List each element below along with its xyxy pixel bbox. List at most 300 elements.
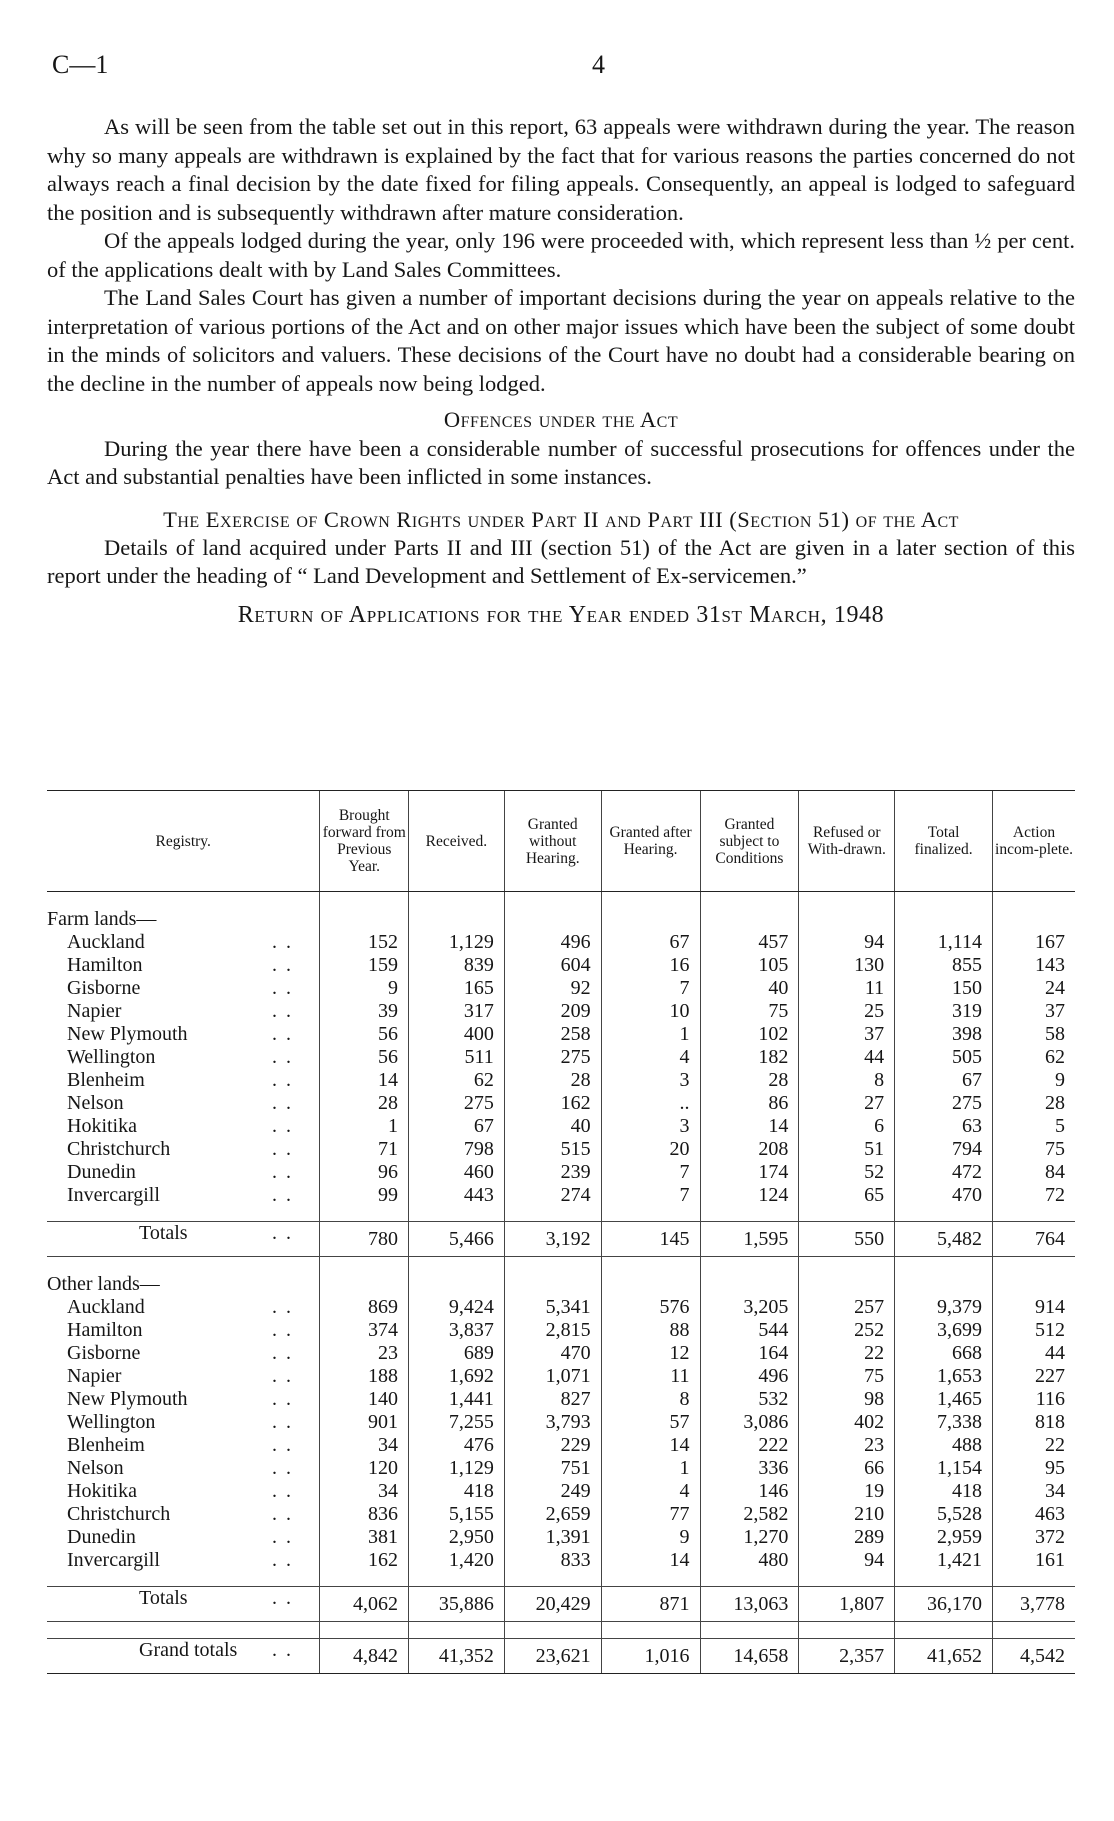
value-cell: 120: [320, 1457, 409, 1480]
registry-name: Wellington: [67, 1411, 156, 1433]
empty-cell: [700, 1273, 799, 1296]
value-cell: 4: [601, 1480, 700, 1503]
registry-cell: [47, 1069, 320, 1092]
value-cell: 34: [320, 1480, 409, 1503]
value-cell: 515: [504, 1138, 601, 1161]
registry-cell: [47, 1161, 320, 1184]
value-cell: 208: [700, 1138, 799, 1161]
column-header: Granted after Hearing.: [601, 791, 700, 892]
table-row: [47, 1296, 1075, 1319]
value-cell: 7,255: [409, 1411, 505, 1434]
leader-dots: . .: [272, 1388, 293, 1410]
grand-total-cell: 41,652: [895, 1639, 993, 1674]
value-cell: 1,420: [409, 1549, 505, 1572]
spacer-cell: [799, 1207, 895, 1222]
value-cell: 460: [409, 1161, 505, 1184]
grand-total-cell: 4,542: [993, 1639, 1076, 1674]
value-cell: 162: [504, 1092, 601, 1115]
registry-name: Hamilton: [67, 954, 143, 976]
value-cell: 9: [601, 1526, 700, 1549]
value-cell: 3: [601, 1115, 700, 1138]
value-cell: 818: [993, 1411, 1076, 1434]
leader-dots: . .: [272, 1587, 293, 1609]
value-cell: 57: [601, 1411, 700, 1434]
value-cell: 88: [601, 1319, 700, 1342]
value-cell: 210: [799, 1503, 895, 1526]
leader-dots: . .: [272, 1457, 293, 1479]
table-row: [47, 1480, 1075, 1503]
value-cell: 2,659: [504, 1503, 601, 1526]
value-cell: 67: [895, 1069, 993, 1092]
value-cell: 182: [700, 1046, 799, 1069]
leader-dots: . .: [272, 1069, 293, 1091]
paragraph: The Land Sales Court has given a number of important decisions during the year on appeals relative to the interpretation of various portions of the Act and on other major issues which have been the subject of some doubt in the minds of solicitors and valuers. These decisions of the Court have no doubt had a considerable bearing on the decline in the number of appeals now being lodged.: [47, 285, 1075, 396]
value-cell: 56: [320, 1023, 409, 1046]
leader-dots: . .: [272, 1046, 293, 1068]
empty-cell: [895, 1273, 993, 1296]
registry-cell: [47, 1138, 320, 1161]
value-cell: 75: [700, 1000, 799, 1023]
value-cell: 56: [320, 1046, 409, 1069]
registry-name: Auckland: [67, 931, 145, 953]
empty-cell: [504, 1273, 601, 1296]
value-cell: 9: [320, 977, 409, 1000]
value-cell: 398: [895, 1023, 993, 1046]
value-cell: 2,959: [895, 1526, 993, 1549]
value-cell: 274: [504, 1184, 601, 1207]
value-cell: 34: [320, 1434, 409, 1457]
value-cell: 130: [799, 954, 895, 977]
registry-cell: [47, 1480, 320, 1503]
table-header-row: [47, 791, 1075, 892]
value-cell: 94: [799, 1549, 895, 1572]
spacer-cell: [504, 1622, 601, 1639]
value-cell: 10: [601, 1000, 700, 1023]
registry-name: Invercargill: [67, 1184, 160, 1206]
body-text: [47, 113, 1075, 629]
registry-cell: [47, 1184, 320, 1207]
grand-total-cell: 23,621: [504, 1639, 601, 1674]
table-row: [47, 1457, 1075, 1480]
grand-total-cell: 1,016: [601, 1639, 700, 1674]
value-cell: 159: [320, 954, 409, 977]
table-row: [47, 1319, 1075, 1342]
spacer-cell: [47, 1257, 320, 1274]
value-cell: 143: [993, 954, 1076, 977]
table-row: [47, 1046, 1075, 1069]
value-cell: 65: [799, 1184, 895, 1207]
spacer-cell: [895, 1622, 993, 1639]
page-number: 4: [592, 50, 605, 79]
total-cell: 13,063: [700, 1587, 799, 1622]
leader-dots: . .: [272, 1411, 293, 1433]
leader-dots: . .: [272, 1319, 293, 1341]
spacer-cell: [409, 1572, 505, 1587]
table-row: [47, 1411, 1075, 1434]
empty-cell: [409, 908, 505, 931]
section-label: [47, 908, 320, 931]
value-cell: 5: [993, 1115, 1076, 1138]
value-cell: 37: [993, 1000, 1076, 1023]
spacer-cell: [993, 1257, 1076, 1274]
table-row: [47, 1023, 1075, 1046]
registry-cell: [47, 1000, 320, 1023]
registry-name: Hokitika: [67, 1115, 137, 1137]
value-cell: 400: [409, 1023, 505, 1046]
registry-cell: [47, 1434, 320, 1457]
spacer-cell: [700, 1572, 799, 1587]
registry-cell: [47, 977, 320, 1000]
value-cell: 84: [993, 1161, 1076, 1184]
value-cell: 152: [320, 931, 409, 954]
value-cell: 1,465: [895, 1388, 993, 1411]
value-cell: 94: [799, 931, 895, 954]
value-cell: 5,341: [504, 1296, 601, 1319]
value-cell: 833: [504, 1549, 601, 1572]
column-header: Action incom-plete.: [993, 791, 1076, 892]
table-row: [47, 1161, 1075, 1184]
value-cell: 96: [320, 1161, 409, 1184]
total-cell: 145: [601, 1222, 700, 1257]
leader-dots: . .: [272, 1184, 293, 1206]
total-cell: 3,192: [504, 1222, 601, 1257]
table-row: [47, 1092, 1075, 1115]
leader-dots: . .: [272, 1365, 293, 1387]
leader-dots: . .: [272, 1434, 293, 1456]
column-header: Total finalized.: [895, 791, 993, 892]
value-cell: 75: [799, 1365, 895, 1388]
value-cell: 9,379: [895, 1296, 993, 1319]
spacer-cell: [700, 1257, 799, 1274]
table-row: [47, 1526, 1075, 1549]
spacer-cell: [320, 1622, 409, 1639]
value-cell: 914: [993, 1296, 1076, 1319]
value-cell: 372: [993, 1526, 1076, 1549]
paragraph: During the year there have been a considerable number of successful prosecutions for offences under the Act and substantial penalties have been inflicted in some instances.: [47, 435, 1075, 489]
value-cell: 28: [504, 1069, 601, 1092]
value-cell: 418: [895, 1480, 993, 1503]
total-cell: 5,466: [409, 1222, 505, 1257]
value-cell: 161: [993, 1549, 1076, 1572]
registry-cell: [47, 1296, 320, 1319]
value-cell: 14: [601, 1434, 700, 1457]
value-cell: 99: [320, 1184, 409, 1207]
value-cell: 7: [601, 1184, 700, 1207]
total-cell: 780: [320, 1222, 409, 1257]
value-cell: 751: [504, 1457, 601, 1480]
leader-dots: . .: [272, 1161, 293, 1183]
value-cell: 8: [601, 1388, 700, 1411]
value-cell: 239: [504, 1161, 601, 1184]
value-cell: 3,837: [409, 1319, 505, 1342]
value-cell: 2,815: [504, 1319, 601, 1342]
table-row: [47, 1434, 1075, 1457]
registry-cell: [47, 1046, 320, 1069]
spacer-cell: [601, 1207, 700, 1222]
column-header: Received.: [409, 791, 505, 892]
grand-total-cell: 14,658: [700, 1639, 799, 1674]
value-cell: 249: [504, 1480, 601, 1503]
spacer-cell: [700, 1622, 799, 1639]
registry-name: Hokitika: [67, 1480, 137, 1502]
column-header: Refused or With-drawn.: [799, 791, 895, 892]
spacer-cell: [700, 1207, 799, 1222]
spacer-cell: [799, 892, 895, 909]
table-row: [47, 1549, 1075, 1572]
leader-dots: . .: [272, 1115, 293, 1137]
table-title: Return of Applications for the Year ended 31st March, 1948: [237, 601, 885, 628]
value-cell: 63: [895, 1115, 993, 1138]
total-cell: 20,429: [504, 1587, 601, 1622]
spacer-row: [47, 892, 1075, 909]
table-row: [47, 1503, 1075, 1526]
value-cell: 116: [993, 1388, 1076, 1411]
value-cell: 227: [993, 1365, 1076, 1388]
leader-dots: . .: [272, 1503, 293, 1525]
leader-dots: . .: [272, 1639, 293, 1661]
value-cell: 188: [320, 1365, 409, 1388]
registry-cell: [47, 931, 320, 954]
empty-cell: [700, 908, 799, 931]
value-cell: 1,692: [409, 1365, 505, 1388]
empty-cell: [409, 1273, 505, 1296]
spacer-cell: [504, 1572, 601, 1587]
spacer-cell: [700, 892, 799, 909]
spacer-row: [47, 1207, 1075, 1222]
spacer-cell: [47, 1572, 320, 1587]
registry-cell: [47, 1319, 320, 1342]
value-cell: 7,338: [895, 1411, 993, 1434]
spacer-cell: [601, 1572, 700, 1587]
spacer-cell: [47, 1622, 320, 1639]
value-cell: 28: [993, 1092, 1076, 1115]
total-cell: 764: [993, 1222, 1076, 1257]
registry-cell: [47, 1457, 320, 1480]
value-cell: 794: [895, 1138, 993, 1161]
spacer-cell: [409, 892, 505, 909]
value-cell: 95: [993, 1457, 1076, 1480]
table-row: [47, 1184, 1075, 1207]
registry-name: New Plymouth: [67, 1023, 188, 1045]
value-cell: 14: [320, 1069, 409, 1092]
value-cell: 855: [895, 954, 993, 977]
registry-name: Christchurch: [67, 1503, 171, 1525]
empty-cell: [320, 1273, 409, 1296]
value-cell: 374: [320, 1319, 409, 1342]
registry-name: Hamilton: [67, 1319, 143, 1341]
table-row: [47, 931, 1075, 954]
spacer-cell: [320, 1572, 409, 1587]
value-cell: 66: [799, 1457, 895, 1480]
leader-dots: . .: [272, 1222, 293, 1244]
value-cell: 443: [409, 1184, 505, 1207]
total-cell: 35,886: [409, 1587, 505, 1622]
spacer-cell: [504, 1257, 601, 1274]
value-cell: 146: [700, 1480, 799, 1503]
value-cell: 75: [993, 1138, 1076, 1161]
value-cell: 1,114: [895, 931, 993, 954]
empty-cell: [993, 1273, 1076, 1296]
value-cell: 124: [700, 1184, 799, 1207]
registry-name: Dunedin: [67, 1161, 136, 1183]
leader-dots: . .: [272, 1000, 293, 1022]
totals-label: Totals: [139, 1587, 188, 1609]
value-cell: 40: [700, 977, 799, 1000]
table-row: [47, 1365, 1075, 1388]
value-cell: 836: [320, 1503, 409, 1526]
empty-cell: [993, 908, 1076, 931]
value-cell: 23: [799, 1434, 895, 1457]
total-cell: 550: [799, 1222, 895, 1257]
spacer-cell: [320, 892, 409, 909]
value-cell: 37: [799, 1023, 895, 1046]
registry-cell: [47, 1503, 320, 1526]
value-cell: 67: [601, 931, 700, 954]
registry-cell: [47, 1115, 320, 1138]
table-row: [47, 1115, 1075, 1138]
value-cell: 62: [409, 1069, 505, 1092]
total-cell: 1,595: [700, 1222, 799, 1257]
spacer-cell: [993, 1207, 1076, 1222]
column-header: Granted subject to Conditions: [700, 791, 799, 892]
spacer-cell: [504, 892, 601, 909]
section-label-row: [47, 1273, 1075, 1296]
value-cell: 512: [993, 1319, 1076, 1342]
value-cell: 52: [799, 1161, 895, 1184]
value-cell: 27: [799, 1092, 895, 1115]
value-cell: 275: [895, 1092, 993, 1115]
value-cell: 34: [993, 1480, 1076, 1503]
value-cell: 12: [601, 1342, 700, 1365]
section-label-text: Other lands—: [47, 1273, 160, 1295]
value-cell: 289: [799, 1526, 895, 1549]
value-cell: 67: [409, 1115, 505, 1138]
section-label-text: Farm lands—: [47, 908, 157, 930]
value-cell: 3,086: [700, 1411, 799, 1434]
value-cell: 470: [504, 1342, 601, 1365]
total-cell: 3,778: [993, 1587, 1076, 1622]
value-cell: 576: [601, 1296, 700, 1319]
spacer-cell: [799, 1257, 895, 1274]
value-cell: 2,582: [700, 1503, 799, 1526]
leader-dots: . .: [272, 931, 293, 953]
value-cell: 72: [993, 1184, 1076, 1207]
value-cell: ..: [601, 1092, 700, 1115]
value-cell: 102: [700, 1023, 799, 1046]
value-cell: 511: [409, 1046, 505, 1069]
value-cell: 472: [895, 1161, 993, 1184]
section-heading-crown-rights: The Exercise of Crown Rights under Part II and Part III (Section 51) of the Act: [163, 506, 959, 532]
spacer-cell: [799, 1622, 895, 1639]
value-cell: 252: [799, 1319, 895, 1342]
document-reference: C—1: [52, 50, 109, 79]
value-cell: 9,424: [409, 1296, 505, 1319]
value-cell: 140: [320, 1388, 409, 1411]
empty-cell: [895, 908, 993, 931]
leader-dots: . .: [272, 954, 293, 976]
value-cell: 51: [799, 1138, 895, 1161]
value-cell: 5,528: [895, 1503, 993, 1526]
empty-cell: [799, 908, 895, 931]
table-row: [47, 977, 1075, 1000]
leader-dots: . .: [272, 1342, 293, 1364]
grand-totals-label: Grand totals: [139, 1639, 238, 1661]
spacer-row: [47, 1572, 1075, 1587]
value-cell: 25: [799, 1000, 895, 1023]
value-cell: 20: [601, 1138, 700, 1161]
value-cell: 496: [504, 931, 601, 954]
spacer-cell: [895, 892, 993, 909]
value-cell: 19: [799, 1480, 895, 1503]
value-cell: 150: [895, 977, 993, 1000]
registry-cell: [47, 1549, 320, 1572]
value-cell: 5,155: [409, 1503, 505, 1526]
value-cell: 381: [320, 1526, 409, 1549]
value-cell: 402: [799, 1411, 895, 1434]
empty-cell: [799, 1273, 895, 1296]
registry-cell: [47, 1365, 320, 1388]
totals-label-cell: [47, 1222, 320, 1257]
registry-name: Gisborne: [67, 1342, 141, 1364]
registry-name: Blenheim: [67, 1069, 145, 1091]
value-cell: 22: [799, 1342, 895, 1365]
value-cell: 77: [601, 1503, 700, 1526]
value-cell: 476: [409, 1434, 505, 1457]
registry-name: Napier: [67, 1000, 122, 1022]
value-cell: 258: [504, 1023, 601, 1046]
spacer-cell: [895, 1257, 993, 1274]
value-cell: 496: [700, 1365, 799, 1388]
spacer-cell: [409, 1622, 505, 1639]
totals-row: [47, 1587, 1075, 1622]
value-cell: 11: [601, 1365, 700, 1388]
value-cell: 798: [409, 1138, 505, 1161]
value-cell: 1,071: [504, 1365, 601, 1388]
registry-name: Nelson: [67, 1092, 124, 1114]
value-cell: 9: [993, 1069, 1076, 1092]
return-of-applications-table: [47, 790, 1075, 1674]
registry-name: Invercargill: [67, 1549, 160, 1571]
spacer-cell: [993, 1572, 1076, 1587]
leader-dots: . .: [272, 1138, 293, 1160]
value-cell: 1,270: [700, 1526, 799, 1549]
value-cell: 319: [895, 1000, 993, 1023]
value-cell: 505: [895, 1046, 993, 1069]
section-label-row: [47, 908, 1075, 931]
registry-name: Wellington: [67, 1046, 156, 1068]
value-cell: 604: [504, 954, 601, 977]
value-cell: 1,421: [895, 1549, 993, 1572]
value-cell: 165: [409, 977, 505, 1000]
total-cell: 1,807: [799, 1587, 895, 1622]
value-cell: 418: [409, 1480, 505, 1503]
paragraph: As will be seen from the table set out in this report, 63 appeals were withdrawn during the year. The reason why so many appeals are withdrawn is explained by the fact that for various reasons the parties concerned do not always reach a final decision by the date fixed for filing appeals. Consequently, an appeal is lodged to safeguard the position and is subsequently withdrawn after mature consideration.: [47, 114, 1075, 225]
column-header: Registry.: [47, 791, 320, 892]
value-cell: 39: [320, 1000, 409, 1023]
registry-cell: [47, 1526, 320, 1549]
totals-label: Totals: [139, 1222, 188, 1244]
spacer-cell: [799, 1572, 895, 1587]
value-cell: 167: [993, 931, 1076, 954]
value-cell: 827: [504, 1388, 601, 1411]
value-cell: 71: [320, 1138, 409, 1161]
value-cell: 839: [409, 954, 505, 977]
page-header: [52, 50, 1062, 80]
spacer-cell: [504, 1207, 601, 1222]
value-cell: 14: [700, 1115, 799, 1138]
value-cell: 105: [700, 954, 799, 977]
spacer-cell: [993, 1622, 1076, 1639]
